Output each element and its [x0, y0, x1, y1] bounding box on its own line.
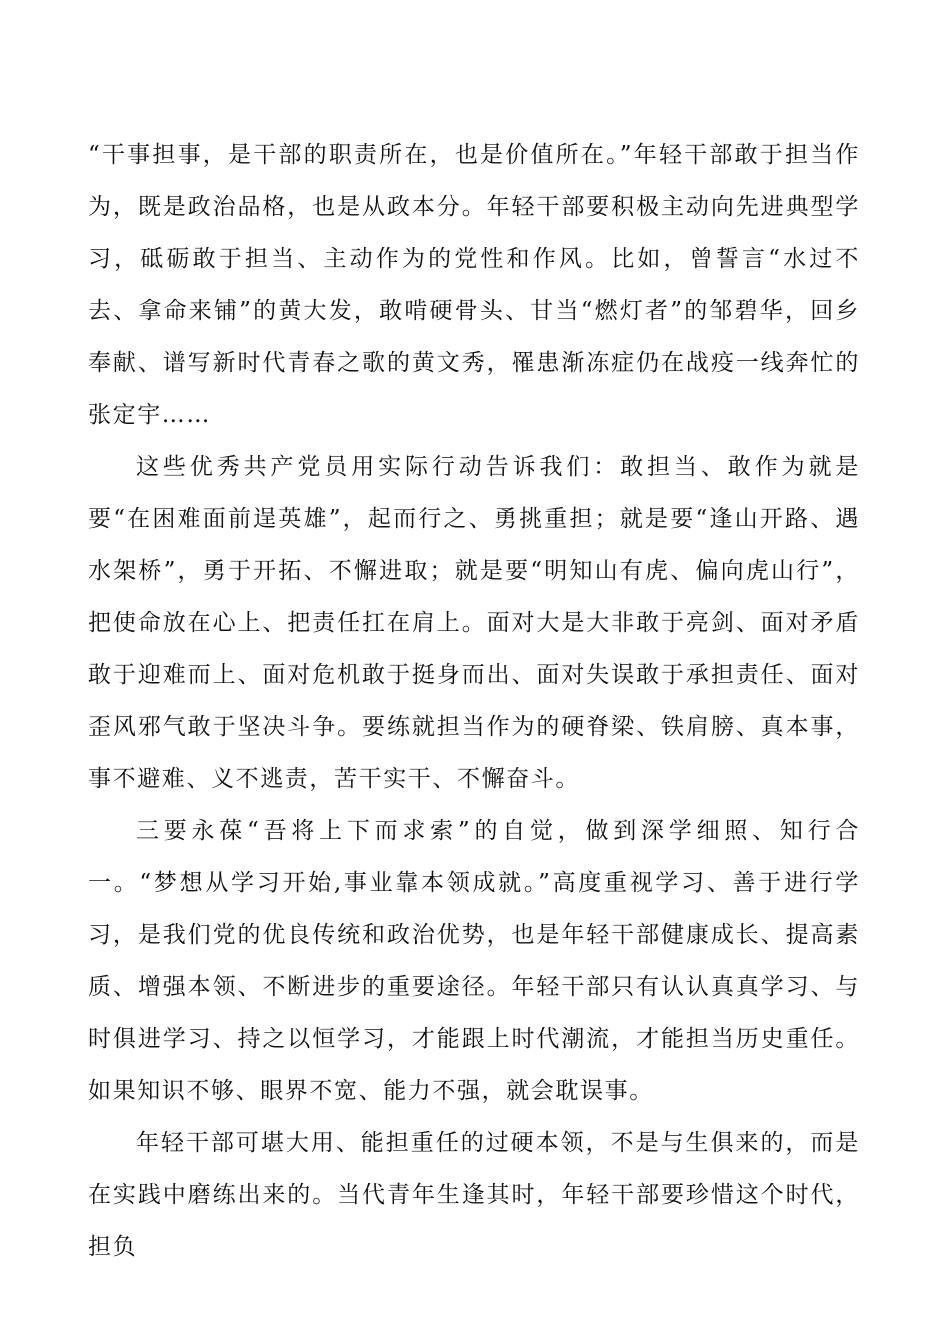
paragraph-3: 三要永葆“吾将上下而求索”的自觉，做到深学细照、知行合一。“梦想从学习开始,事业靠本领成就。”高度重视学习、善于进行学习，是我们党的优良传统和政治优势，也是年轻干部健康成长、提高素质、增强本领、不断进步的重要途径。年轻干部只有认认真真学习、与时俱进学习、持之以恒学习，才能跟上时代潮流，才能担当历史重任。如果知识不够、眼界不宽、能力不强，就会耽误事。 [88, 818, 860, 1104]
paragraph-4: 年轻干部可堪大用、能担重任的过硬本领，不是与生俱来的，而是在实践中磨练出来的。当代青年生逢其时，年轻干部要珍惜这个时代，担负 [88, 1130, 860, 1260]
paragraph-2: 这些优秀共产党员用实际行动告诉我们：敢担当、敢作为就是要“在困难面前逞英雄”，起而行之、勇挑重担；就是要“逢山开路、遇水架桥”，勇于开拓、不懈进取；就是要“明知山有虎、偏向虎山行”，把使命放在心上、把责任扛在肩上。面对大是大非敢于亮剑、面对矛盾敢于迎难而上、面对危机敢于挺身而出、面对失误敢于承担责任、面对歪风邪气敢于坚决斗争。要练就担当作为的硬脊梁、铁肩膀、真本事，事不避难、义不逃责，苦干实干、不懈奋斗。 [88, 454, 860, 792]
document-body [88, 129, 860, 1273]
paragraph-1: “干事担事，是干部的职责所在，也是价值所在。”年轻干部敢于担当作为，既是政治品格，也是从政本分。年轻干部要积极主动向先进典型学习，砥砺敢于担当、主动作为的党性和作风。比如，曾誓言“水过不去、拿命来铺”的黄大发，敢啃硬骨头、甘当“燃灯者”的邹碧华，回乡奉献、谱写新时代青春之歌的黄文秀，罹患渐冻症仍在战疫一线奔忙的张定宇…… [88, 142, 860, 428]
